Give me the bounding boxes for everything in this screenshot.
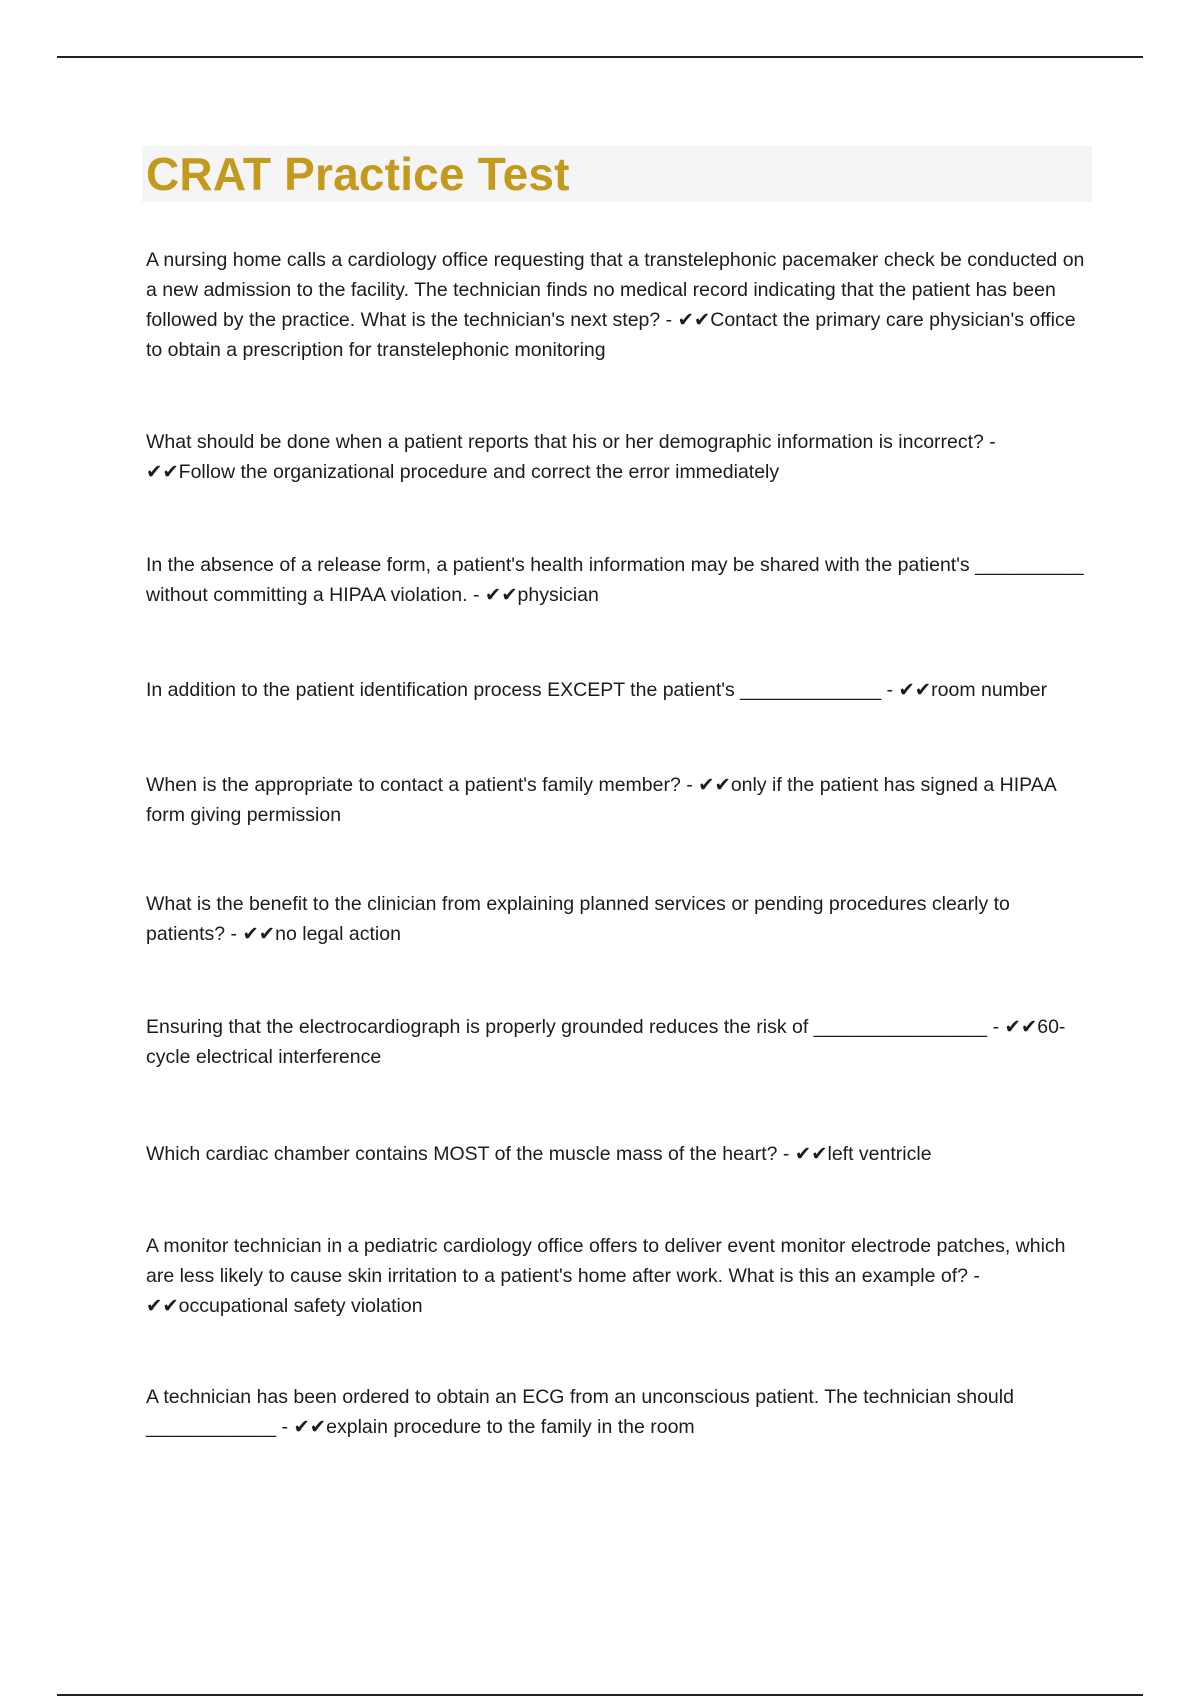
- top-rule: [57, 56, 1143, 58]
- question-answer-4: In addition to the patient identification process EXCEPT the patient's _____________ - ✔✔room number: [146, 679, 1048, 701]
- question-answer-6: What is the benefit to the clinician from explaining planned services or pending procedures clearly to patients? - ✔✔no legal action: [146, 893, 1010, 945]
- bottom-rule: [57, 1694, 1143, 1696]
- question-answer-8: Which cardiac chamber contains MOST of the muscle mass of the heart? - ✔✔left ventricle: [146, 1143, 932, 1165]
- title-banner: [142, 146, 1092, 202]
- question-answer-5: When is the appropriate to contact a patient's family member? - ✔✔only if the patient has signed a HIPAA form giving permission: [146, 774, 1056, 826]
- question-answer-1: A nursing home calls a cardiology office requesting that a transtelephonic pacemaker check be conducted on a new admission to the facility. The technician finds no medical record indicating that the patient has been followed by the practice. What is the technician's next step? - ✔✔Contact the primary care physician's office to obtain a prescription for transtelephonic monitoring: [146, 249, 1085, 361]
- question-answer-9: A monitor technician in a pediatric cardiology office offers to deliver event monitor electrode patches, which are less likely to cause skin irritation to a patient's home after work. What is this an example of? - ✔✔occupational safety violation: [146, 1235, 1066, 1317]
- page-title: CRAT Practice Test: [146, 148, 570, 200]
- question-answer-10: A technician has been ordered to obtain an ECG from an unconscious patient. The technician should ____________ - ✔✔explain procedure to the family in the room: [146, 1386, 1014, 1438]
- question-answer-3: In the absence of a release form, a patient's health information may be shared with the patient's __________ without committing a HIPAA violation. - ✔✔physician: [146, 554, 1084, 606]
- question-answer-7: Ensuring that the electrocardiograph is properly grounded reduces the risk of ________________ - ✔✔60-cycle electrical interference: [146, 1016, 1066, 1068]
- question-answer-2: What should be done when a patient reports that his or her demographic information is incorrect? - ✔✔Follow the organizational procedure and correct the error immediately: [146, 431, 996, 483]
